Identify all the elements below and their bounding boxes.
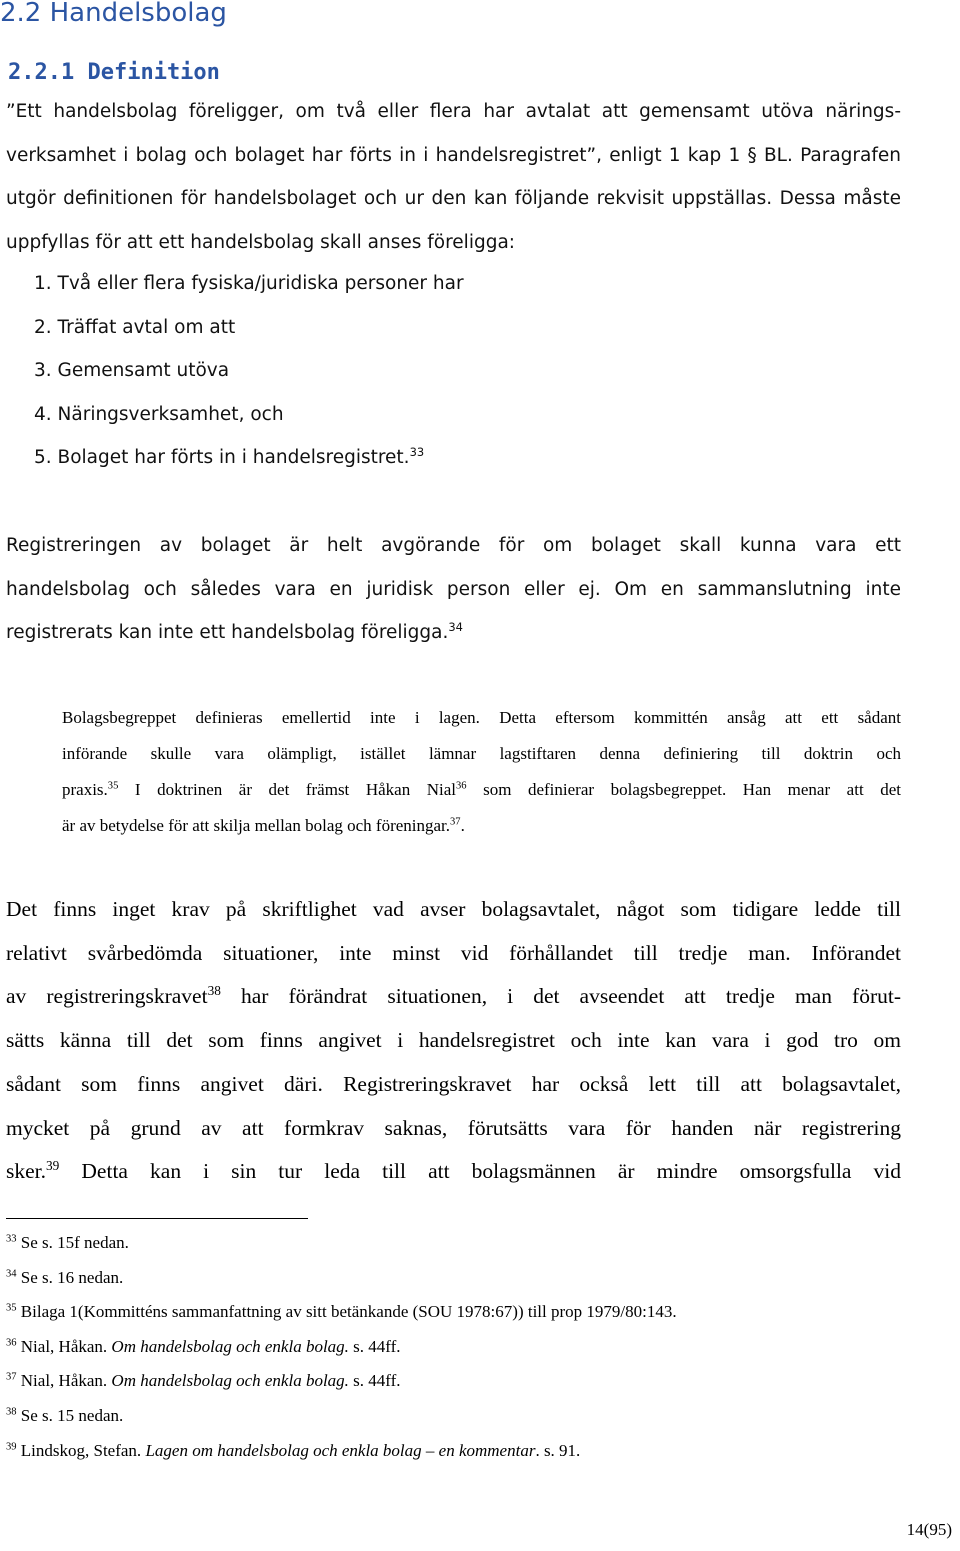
footnote-ref[interactable]: 39 (46, 1157, 60, 1173)
footnote-ref[interactable]: 37 (450, 816, 461, 828)
paragraph-line: mycket på grund av att formkrav saknas, förutsätts vara för handen när registrering (6, 1115, 901, 1140)
footnote: $^{39}$ Lindskog, Stefan. Lagen om handelsbolag och enkla bolag – en kommentar. s. 91. (6, 1440, 581, 1460)
paragraph-line: handelsbolag och således vara en juridisk person eller ej. Om en sammanslutning inte (6, 578, 901, 600)
list-item: 5. Bolaget har förts in i handelsregistret.$^{33}$ (34, 444, 425, 468)
footnote-ref[interactable]: 33 (409, 444, 425, 459)
main-paragraph (6, 888, 901, 1194)
intro-paragraph (6, 90, 901, 264)
paragraph-line: sätts känna till det som finns angivet i handelsregistret och inte kan vara i god tro om (6, 1028, 901, 1053)
paragraph-line: av registreringskravet$^{38}$ har förändrat situationen, i det avseendet att tredje man förut- (6, 983, 901, 1009)
paragraph-line: sådant som finns angivet däri. Registreringskravet har också lett till att bolagsavtalet, (6, 1071, 901, 1096)
intro-line: uppfyllas för att ett handelsbolag skall anses föreligga: (6, 231, 516, 253)
footnote: $^{37}$ Nial, Håkan. Om handelsbolag och enkla bolag. s. 44ff. (6, 1371, 401, 1391)
page-number: 14(95) (906, 1520, 952, 1539)
footnote: $^{36}$ Nial, Håkan. Om handelsbolag och enkla bolag. s. 44ff. (6, 1336, 401, 1356)
footnote-ref[interactable]: 34 (448, 619, 463, 634)
intro-line: utgör definitionen för handelsbolaget och ur den kan följande rekvisit uppställas. Dessa måste (6, 188, 901, 209)
footnote-ref[interactable]: 36 (456, 780, 467, 792)
paragraph-line: praxis.$^{35}$ I doktrinen är det främst Håkan Nial$^{36}$ som definierar bolagsbegreppet. Han menar att det (62, 780, 901, 799)
paragraph-line: är av betydelse för att skilja mellan bolag och föreningar.$^{37}$. (62, 816, 465, 835)
paragraph-line: registrerats kan inte ett handelsbolag föreligga.$^{34}$ (6, 619, 463, 643)
paragraph-line: Bolagsbegreppet definieras emellertid inte i lagen. Detta eftersom kommittén ansåg att ett sådant (62, 708, 901, 727)
requirement-list (34, 262, 464, 480)
paragraph-line: sker.$^{39}$ Detta kan i sin tur leda till att bolagsmännen är mindre omsorgsfulla vid (6, 1157, 901, 1184)
intro-line: verksamhet i bolag och bolaget har förts in i handelsregistret”, enligt 1 kap 1 § BL. Paragrafen (6, 144, 901, 166)
paragraph-line: införande skulle vara olämpligt, istället lämnar lagstiftaren denna definiering till doktrin och (62, 744, 901, 763)
paragraph-line: Registreringen av bolaget är helt avgörande för om bolaget skall kunna vara ett (6, 535, 901, 556)
footnote: $^{33}$ Se s. 15f nedan. (6, 1233, 129, 1252)
subsection-heading: 2.2.1 Definition (8, 60, 220, 85)
footnote-ref[interactable]: 38 (207, 983, 221, 999)
list-item: 2. Träffat avtal om att (34, 316, 236, 338)
list-item: 3. Gemensamt utöva (34, 360, 230, 381)
registration-paragraph (6, 524, 901, 655)
paragraph-line: Det finns inget krav på skriftlighet vad avser bolagsavtalet, något som tidigare ledde till (6, 897, 901, 921)
footnote: $^{38}$ Se s. 15 nedan. (6, 1405, 124, 1425)
definition-paragraph (62, 700, 901, 844)
intro-line: ”Ett handelsbolag föreligger, om två eller flera har avtalat att gemensamt utöva närings- (6, 101, 901, 122)
list-item: 1. Två eller flera fysiska/juridiska personer har (34, 273, 464, 294)
footnote: $^{35}$ Bilaga 1(Kommitténs sammanfattning av sitt betänkande (SOU 1978:67)) till prop 1979/80:143. (6, 1302, 677, 1322)
paragraph-line: relativt svårbedömda situationer, inte minst vid förhållandet till tredje man. Införandet (6, 940, 901, 965)
footnotes (6, 1226, 906, 1468)
footnote-separator (6, 1218, 308, 1219)
footnote-ref[interactable]: 35 (107, 780, 119, 792)
list-item: 4. Näringsverksamhet, och (34, 403, 284, 425)
section-heading: 2.2 Handelsbolag (0, 0, 227, 28)
footnote: $^{34}$ Se s. 16 nedan. (6, 1267, 124, 1287)
